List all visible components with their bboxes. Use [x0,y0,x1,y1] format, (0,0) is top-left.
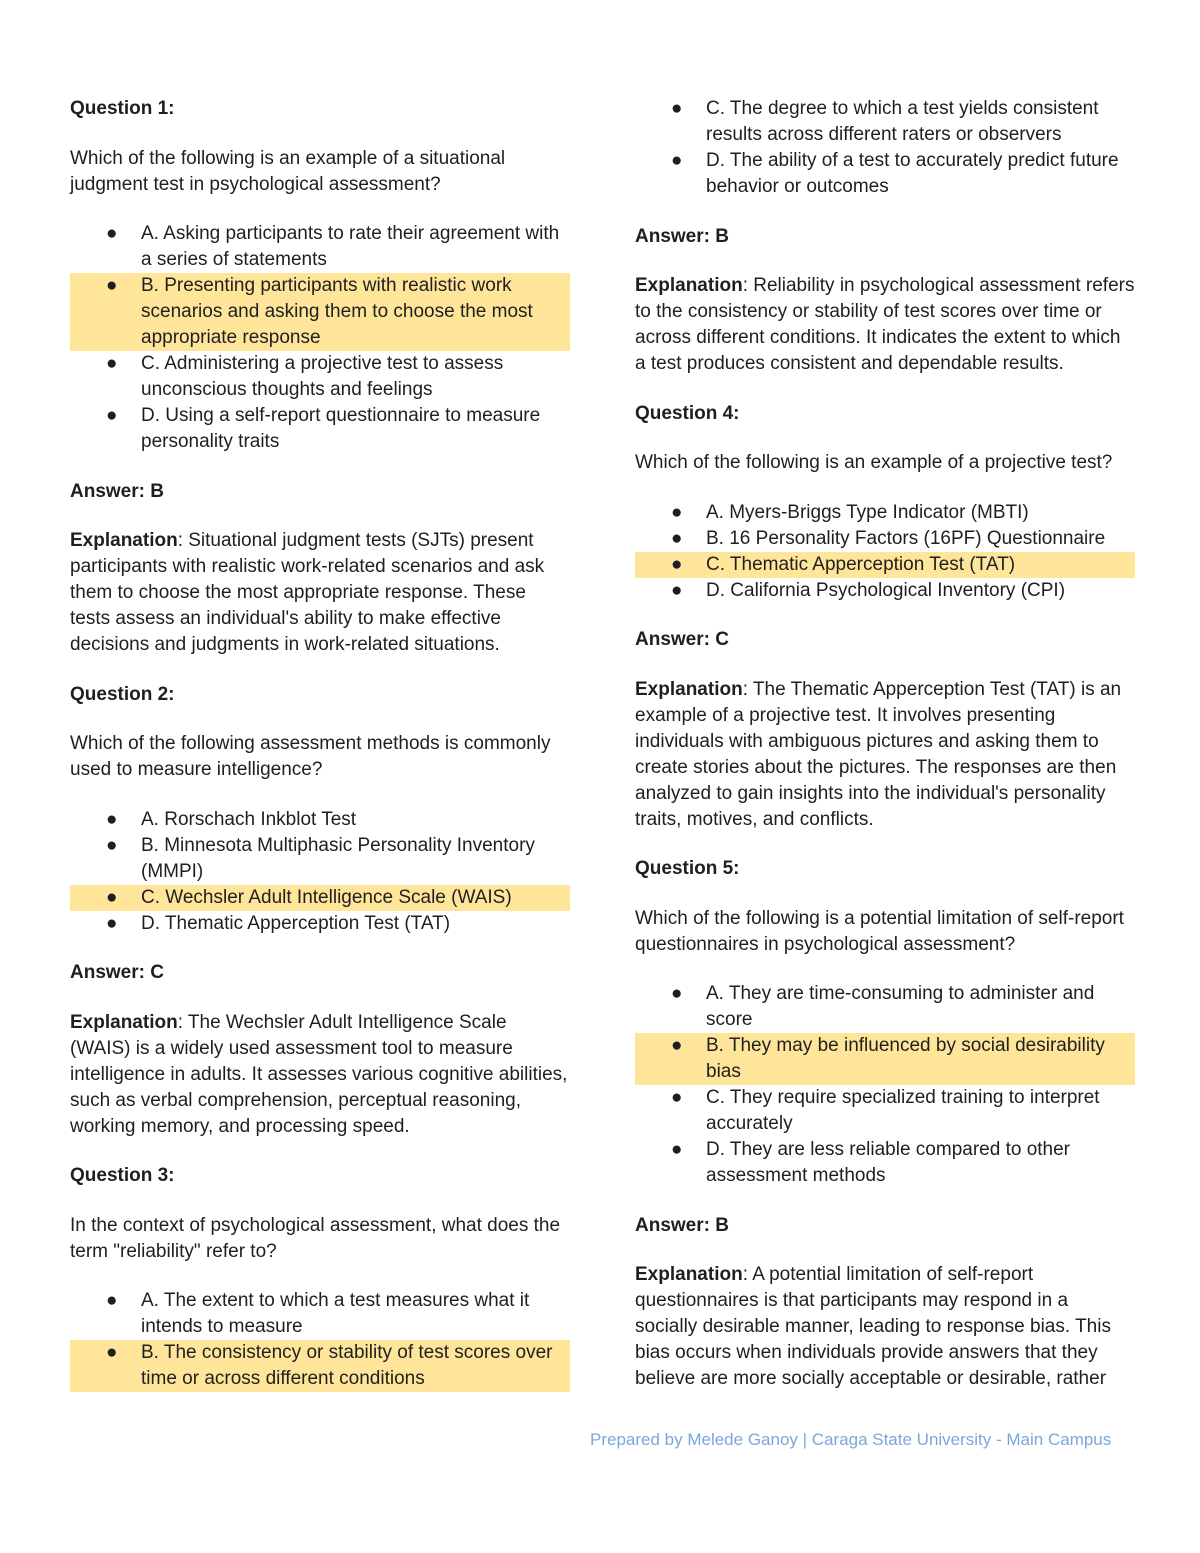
bullet-icon: ● [106,808,118,830]
bullet-icon: ● [106,223,118,244]
option-text: D. California Psychological Inventory (CPI) [706,579,1066,601]
option-item [70,833,570,885]
explanation-text: : A potential limitation of self-report questionnaires is that participants may respond in a socially desirable manner, leading to response bias. This bias occurs when individuals provide answers that they believe are more socially acceptable or desirable, rather [635,1264,1111,1389]
bullet-icon: ● [671,1139,683,1160]
explanation-label: Explanation [635,678,743,700]
explanation [635,1262,1135,1392]
options-list [70,1288,570,1392]
options-list [635,981,1135,1189]
bullet-icon: ● [106,886,118,908]
question-heading: Question 4: [635,402,740,424]
option-item [635,981,1135,1033]
question-prompt: Which of the following is an example of a projective test? [635,452,1113,473]
bullet-icon: ● [106,912,118,934]
answer-line: Answer: B [70,480,164,502]
explanation-text: : The Thematic Apperception Test (TAT) is an example of a projective test. It involves presenting individuals with ambiguous pictures and asking them to create stories about the pictures. The responses are then analyzed to gain insights into the individual's personality traits, motives, and conflicts. [635,678,1122,830]
option-item-highlighted [70,885,570,911]
question-heading: Question 1: [70,98,175,119]
option-text: A. Myers-Briggs Type Indicator (MBTI) [706,501,1029,523]
explanation-label: Explanation [635,275,743,296]
bullet-icon: ● [671,579,683,601]
page-footer: Prepared by Melede Ganoy | Caraga State University - Main Campus [590,1430,1112,1449]
bullet-icon: ● [671,1035,683,1056]
option-item [635,1085,1135,1137]
option-item [635,578,1135,604]
bullet-icon: ● [106,275,118,296]
option-item [635,148,1135,200]
option-item [635,96,1135,148]
option-text: D. Thematic Apperception Test (TAT) [141,912,451,934]
answer-line: Answer: B [635,225,729,247]
question-prompt: Which of the following assessment methods is commonly used to measure intelligence? [70,733,551,780]
option-text: C. The degree to which a test yields consistent results across different raters or observers [706,98,1099,145]
option-text: B. The consistency or stability of test scores over time or across different conditions [141,1342,553,1389]
explanation-text: : The Wechsler Adult Intelligence Scale (WAIS) is a widely used assessment tool to measure intelligence in adults. It assesses various cognitive abilities, such as verbal comprehension, perceptual reasoning, working memory, and processing speed. [70,1011,568,1137]
option-item [70,911,570,937]
option-text: C. Administering a projective test to assess unconscious thoughts and feelings [141,353,504,400]
explanation [70,528,570,658]
explanation-text: : Situational judgment tests (SJTs) present participants with realistic work-related scenarios and ask them to choose the most appropriate response. These tests assess an individual's ability to make effective decisions and judgments in work-related situations. [70,530,545,655]
bullet-icon: ● [671,527,683,549]
options-list [70,221,570,455]
bullet-icon: ● [106,353,118,374]
option-text: D. The ability of a test to accurately predict future behavior or outcomes [706,150,1119,197]
bullet-icon: ● [671,501,683,523]
option-item [635,500,1135,526]
bullet-icon: ● [106,1342,118,1363]
option-item [70,1288,570,1340]
question-heading: Question 3: [70,1165,175,1186]
question-heading: Question 5: [635,858,740,879]
option-item [70,403,570,455]
options-list [635,96,1135,200]
explanation [635,273,1135,377]
option-text: A. The extent to which a test measures what it intends to measure [141,1290,530,1337]
bullet-icon: ● [671,150,683,171]
left-column [70,96,570,1416]
explanation [70,1010,570,1140]
options-list [635,500,1135,604]
question-heading: Question 2: [70,683,175,705]
explanation-label: Explanation [70,1011,178,1033]
option-text: C. Thematic Apperception Test (TAT) [706,553,1016,575]
answer-line: Answer: C [635,629,729,650]
bullet-icon: ● [106,405,118,426]
question-prompt: In the context of psychological assessment, what does the term "reliability" refer to? [70,1214,561,1262]
option-text: B. Presenting participants with realistic work scenarios and asking them to choose the most appropriate response [141,275,533,348]
option-item-highlighted [70,273,570,351]
answer-line: Answer: B [635,1214,729,1236]
option-text: A. Rorschach Inkblot Test [141,808,357,830]
bullet-icon: ● [671,983,683,1004]
bullet-icon: ● [106,834,118,856]
options-list [70,807,570,937]
option-text: B. 16 Personality Factors (16PF) Questionnaire [706,527,1106,549]
option-item [70,807,570,833]
option-text: C. Wechsler Adult Intelligence Scale (WAIS) [141,886,512,908]
option-item [635,526,1135,552]
option-text: B. Minnesota Multiphasic Personality Inventory (MMPI) [141,834,535,882]
option-item-highlighted [635,1033,1135,1085]
bullet-icon: ● [106,1290,118,1311]
option-item [70,221,570,273]
explanation [635,677,1135,833]
option-item [70,351,570,403]
explanation-label: Explanation [635,1264,743,1285]
bullet-icon: ● [671,1087,683,1108]
bullet-icon: ● [671,98,683,119]
question-prompt: Which of the following is a potential limitation of self-report questionnaires in psychological assessment? [635,907,1124,955]
explanation-label: Explanation [70,530,178,551]
option-text: A. They are time-consuming to administer and score [706,983,1095,1030]
option-item-highlighted [70,1340,570,1392]
option-text: D. Using a self-report questionnaire to measure personality traits [141,405,541,452]
option-text: C. They require specialized training to interpret accurately [706,1087,1100,1134]
option-text: D. They are less reliable compared to other assessment methods [706,1139,1070,1186]
option-text: B. They may be influenced by social desirability bias [706,1035,1105,1082]
explanation-text: : Reliability in psychological assessment refers to the consistency or stability of test scores over time or across different conditions. It indicates the extent to which a test produces consistent and dependable results. [635,275,1135,374]
answer-line: Answer: C [70,962,164,983]
right-column [635,96,1135,1416]
question-prompt: Which of the following is an example of a situational judgment test in psychological assessment? [70,147,506,195]
option-item [635,1137,1135,1189]
option-item-highlighted [635,552,1135,578]
option-text: A. Asking participants to rate their agreement with a series of statements [141,223,560,270]
bullet-icon: ● [671,553,683,575]
